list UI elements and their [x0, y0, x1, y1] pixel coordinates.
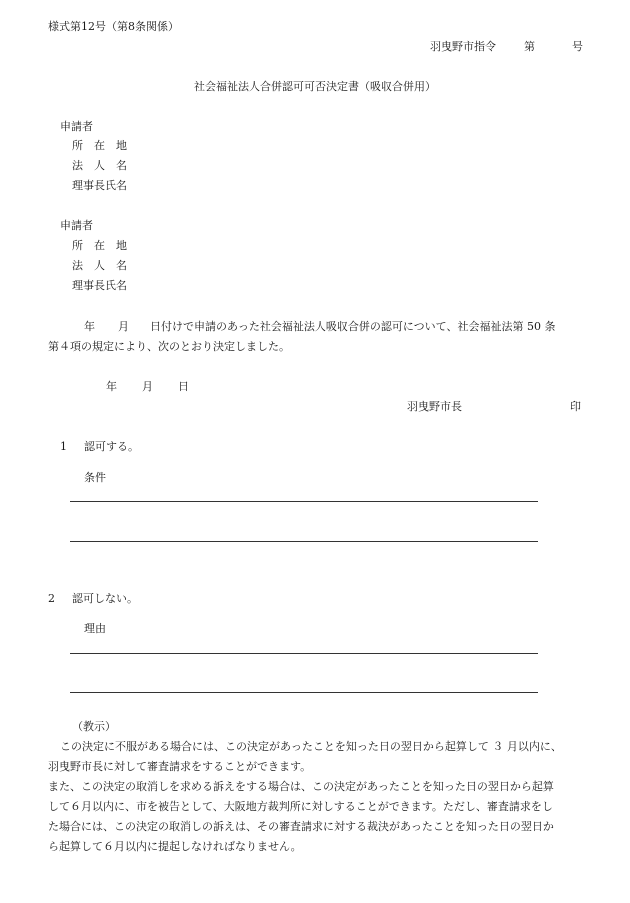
issuer-name: 羽曳野市長 — [407, 400, 462, 413]
notice-line-3: また、この決定の取消しを求める訴えをする場合は、この決定があったことを知った日の翌日から起算 — [48, 780, 554, 793]
conditions-line-1 — [70, 501, 538, 502]
doc-number-dai: 第 — [524, 40, 535, 53]
body-month: 月 — [118, 320, 129, 333]
conditions-line-2 — [70, 541, 538, 542]
reason-line-2 — [70, 692, 538, 693]
notice-line-6: ら起算して６月以内に提起しなければなりません。 — [48, 840, 302, 853]
form-number: 様式第12号（第8条関係） — [48, 20, 179, 33]
date-day: 日 — [178, 380, 189, 393]
deny-label: 認可しない。 — [72, 592, 138, 605]
body-line-1: 日付けで申請のあった社会福祉法人吸収合併の認可について、社会福祉法第 50 条 — [150, 320, 556, 333]
doc-number-go: 号 — [572, 40, 583, 53]
conditions-label: 条件 — [84, 471, 106, 484]
applicant-1-address-label: 所 在 地 — [72, 139, 127, 152]
applicant-2-chair-name-label: 理事長氏名 — [72, 279, 127, 292]
applicant-1-corp-name-label: 法 人 名 — [72, 159, 127, 172]
applicant-2-address-label: 所 在 地 — [72, 239, 127, 252]
notice-line-5: た場合には、この決定の取消しの訴えは、その審査請求に対する裁決があったことを知った日の翌日か — [48, 820, 554, 833]
notice-line-1: この決定に不服がある場合には、この決定があったことを知った日の翌日から起算して ３ 月以内に、 — [60, 740, 562, 753]
applicant-2-heading: 申請者 — [60, 219, 93, 232]
applicant-2-corp-name-label: 法 人 名 — [72, 259, 127, 272]
date-month: 月 — [142, 380, 153, 393]
deny-number: 2 — [48, 592, 55, 605]
notice-line-4: して６月以内に、市を被告として、大阪地方裁判所に対しすることができます。ただし、審査請求をし — [48, 800, 553, 813]
document-title: 社会福祉法人合併認可可否決定書（吸収合併用） — [194, 80, 436, 93]
notice-heading: （教示） — [72, 720, 116, 733]
body-line-2: 第４項の規定により、次のとおり決定しました。 — [48, 340, 290, 353]
date-year: 年 — [106, 380, 117, 393]
approve-number: 1 — [60, 440, 67, 453]
reason-label: 理由 — [84, 622, 106, 635]
applicant-1-chair-name-label: 理事長氏名 — [72, 179, 127, 192]
body-year: 年 — [84, 320, 95, 333]
issuer-seal: 印 — [570, 400, 581, 413]
approve-label: 認可する。 — [84, 440, 139, 453]
applicant-1-heading: 申請者 — [60, 120, 93, 133]
notice-line-2: 羽曳野市長に対して審査請求をすることができます。 — [48, 760, 312, 773]
doc-number-prefix: 羽曳野市指令 — [430, 40, 496, 53]
reason-line-1 — [70, 653, 538, 654]
